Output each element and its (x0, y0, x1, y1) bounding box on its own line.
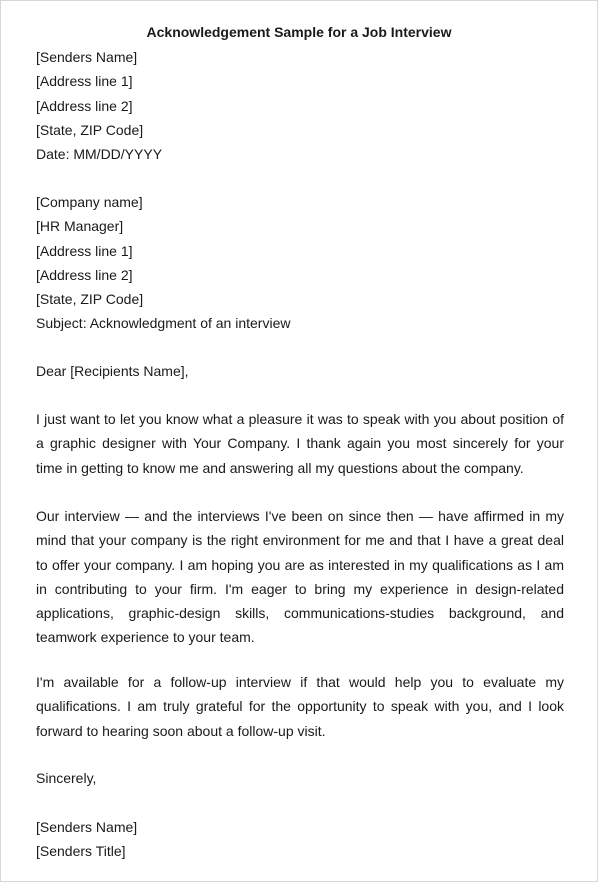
sender-address-line-2: [Address line 2] (36, 97, 133, 114)
recipient-company: [Company name] (36, 194, 143, 210)
sender-name: [Senders Name] (36, 49, 138, 65)
sender-address-block (36, 45, 564, 166)
closing (36, 766, 564, 790)
document-title: Acknowledgement Sample for a Job Interview (146, 24, 452, 40)
sender-state-zip: [State, ZIP Code] (36, 121, 144, 138)
salutation-text: Dear [Recipients Name], (36, 363, 189, 379)
body-paragraph: I'm available for a follow-up interview if that would help you to evaluate my qualifications. I am truly grateful for the opportunity to speak with you, and I look forward to hearing soon about a follow-up visit. (36, 674, 564, 739)
recipient-address-line-1: [Address line 1] (36, 242, 133, 259)
body-paragraph: Our interview — and the interviews I've been on since then — have affirmed in my mind that your company is the right environment for me and that I have a great deal to offer your company. I am hoping you are as interested in my qualifications as I am in contributing to your firm. I'm eager to bring my experience in design-related applications, graphic-design skills, communications-studies background, and teamwork experience to your team. (36, 508, 564, 646)
body-paragraph: I just want to let you know what a pleasure it was to speak with you about position of a graphic designer with Your Company. I thank again you most sincerely for your time in getting to know me and answering all my questions about the company. (36, 411, 564, 476)
recipient-address-line-2: [Address line 2] (36, 266, 133, 283)
salutation (36, 359, 564, 383)
signature-title: [Senders Title] (36, 843, 126, 860)
recipient-manager: [HR Manager] (36, 218, 124, 235)
signature-block (36, 815, 564, 864)
letter-date: Date: MM/DD/YYYY (36, 146, 163, 163)
closing-text: Sincerely, (36, 770, 97, 786)
sender-address-line-1: [Address line 1] (36, 73, 133, 90)
signature-name: [Senders Name] (36, 819, 138, 835)
recipient-state-zip: [State, ZIP Code] (36, 291, 144, 308)
letter-subject: Subject: Acknowledgment of an interview (36, 315, 291, 332)
recipient-address-block (36, 190, 564, 336)
